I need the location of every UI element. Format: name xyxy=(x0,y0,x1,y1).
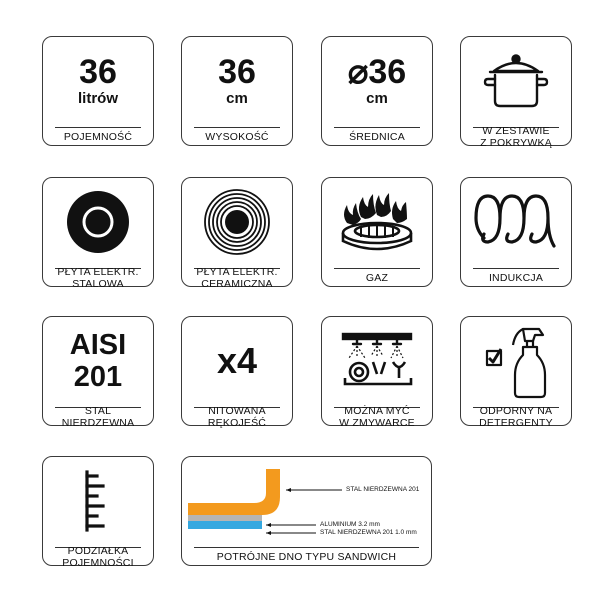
height-tile xyxy=(181,36,293,146)
steel-grade-tile xyxy=(42,316,154,429)
diameter-value: ⌀36 xyxy=(347,53,407,91)
detergent-tile xyxy=(460,316,572,429)
ceramic-hob-icon xyxy=(202,187,272,257)
induction-coil-icon xyxy=(474,190,558,254)
diameter-tile xyxy=(321,36,433,146)
steel-plate-caption: PŁYTA ELEKTR. STALOWA xyxy=(57,265,139,290)
layer-top-label: STAL NIERDZEWNA 201 xyxy=(346,486,420,493)
rivet-count: x4 xyxy=(216,340,258,381)
divider xyxy=(473,268,559,269)
capacity-value: 36 xyxy=(79,53,117,91)
steel-grade-line2: 201 xyxy=(73,361,123,393)
sandwich-caption: POTRÓJNE DNO TYPU SANDWICH xyxy=(216,550,397,563)
dishwasher-tile xyxy=(321,316,433,429)
capacity-tile xyxy=(42,36,154,146)
lid-caption: W ZESTAWIE Z POKRYWKĄ xyxy=(480,124,552,149)
scale-caption: PODZIAŁKA POJEMNOŚCI xyxy=(62,544,134,569)
height-unit: cm xyxy=(226,90,248,107)
layer-middle-label: ALUMINIUM 3.2 mm xyxy=(320,521,380,528)
diameter-unit: cm xyxy=(366,90,388,107)
height-value: 36 xyxy=(218,53,256,91)
divider xyxy=(55,127,141,128)
steel-plate-tile xyxy=(42,177,154,290)
detergent-caption: ODPORNY NA DETERGENTY xyxy=(479,404,553,429)
spray-bottle-icon xyxy=(471,323,561,399)
diameter-caption: ŚREDNICA xyxy=(349,130,405,143)
divider xyxy=(334,127,420,128)
divider xyxy=(194,127,280,128)
induction-caption: INDUKCJA xyxy=(488,271,544,284)
steel-caption: STAL NIERDZEWNA xyxy=(61,404,135,429)
riveted-tile xyxy=(181,316,293,429)
gas-burner-icon xyxy=(335,189,419,255)
dishwasher-caption: MOŻNA MYĆ W ZMYWARCE xyxy=(339,404,415,429)
gas-tile xyxy=(321,177,433,287)
layer-bottom-label: STAL NIERDZEWNA 201 1.0 mm xyxy=(320,529,417,536)
riveted-caption: NITOWANA RĘKOJEŚĆ xyxy=(207,404,267,429)
steel-grade-line1: AISI xyxy=(69,329,127,361)
measuring-scale-icon xyxy=(73,468,123,534)
capacity-unit: litrów xyxy=(78,90,118,107)
induction-tile xyxy=(460,177,572,287)
height-caption: WYSOKOŚĆ xyxy=(205,130,269,143)
divider xyxy=(194,547,419,548)
lid-tile xyxy=(460,36,572,149)
divider xyxy=(334,268,420,269)
dishwasher-icon xyxy=(335,328,419,394)
pot-with-lid-icon xyxy=(476,51,556,111)
ceramic-plate-caption: PŁYTA ELEKTR. CERAMICZNA xyxy=(196,265,278,290)
scale-tile xyxy=(42,456,154,569)
gas-caption: GAZ xyxy=(365,271,389,284)
capacity-caption: POJEMNOŚĆ xyxy=(63,130,133,143)
steel-hotplate-icon xyxy=(63,187,133,257)
sandwich-bottom-tile xyxy=(181,456,432,566)
ceramic-plate-tile xyxy=(181,177,293,290)
